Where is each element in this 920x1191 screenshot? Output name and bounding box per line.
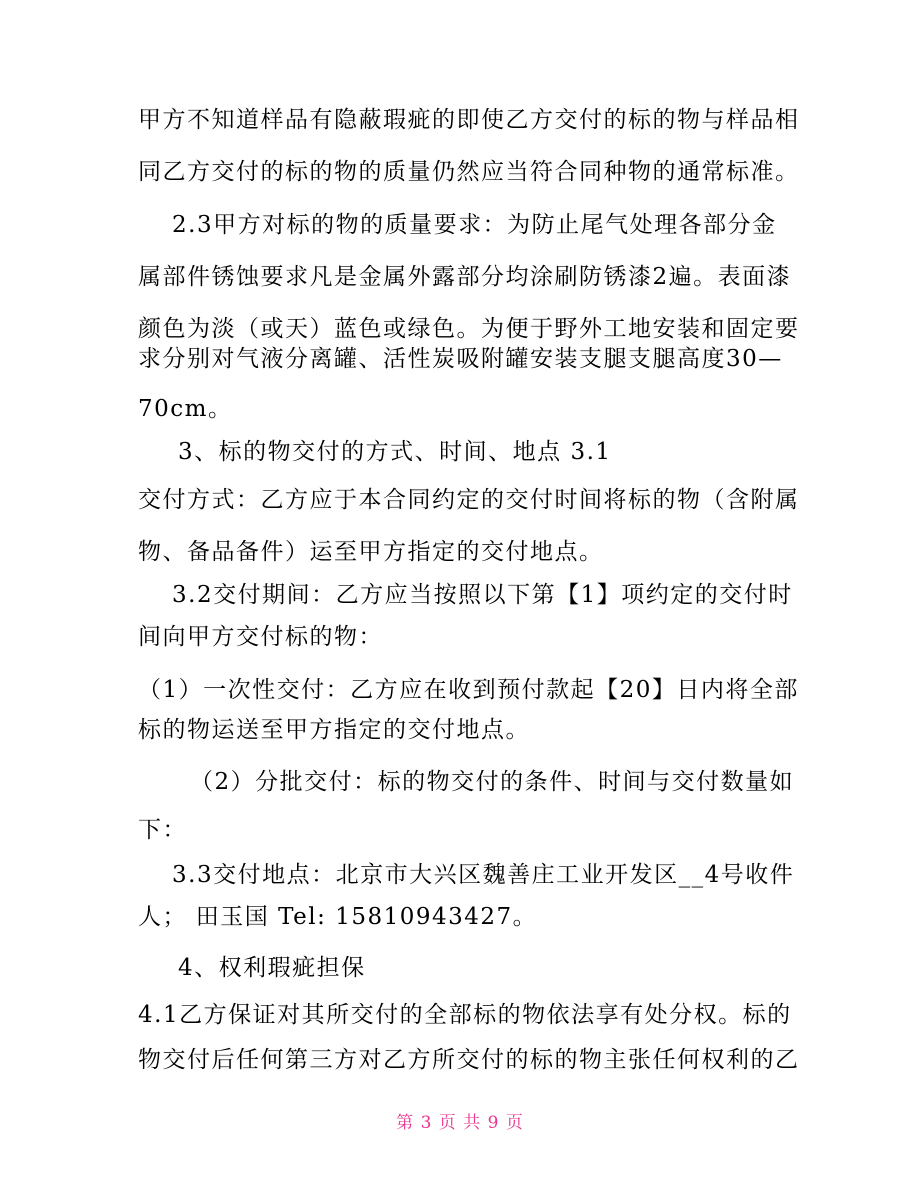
page-number-footer: 第 3 页 共 9 页 [396, 1113, 524, 1133]
body-line: 甲方不知道样品有隐蔽瑕疵的即使乙方交付的标的物与样品相 [138, 107, 800, 133]
body-line: 物、备品备件）运至甲方指定的交付地点。 [138, 539, 604, 565]
section-heading: 4、权利瑕疵担保 [178, 955, 366, 981]
body-line: 70cm。 [138, 396, 233, 422]
body-line: 间向甲方交付标的物： [138, 624, 383, 650]
body-line: 4.1乙方保证对其所交付的全部标的物依法享有处分权。标的 [138, 1002, 792, 1028]
body-line: 下： [138, 817, 187, 843]
body-line: 求分别对气液分离罐、活性炭吸附罐安装支腿支腿高度30— [138, 346, 783, 372]
body-line: 物交付后任何第三方对乙方所交付的标的物主张任何权利的乙 [138, 1047, 800, 1073]
section-heading: 3、标的物交付的方式、时间、地点 3.1 [178, 439, 612, 465]
body-line: 2.3甲方对标的物的质量要求：为防止尾气处理各部分金 [172, 212, 777, 238]
body-line: 3.2交付期间：乙方应当按照以下第【1】项约定的交付时 [172, 582, 793, 608]
body-line: 颜色为淡（或天）蓝色或绿色。为便于野外工地安装和固定要 [138, 316, 800, 342]
body-line: （2）分批交付：标的物交付的条件、时间与交付数量如 [190, 769, 795, 795]
body-line: 同乙方交付的标的物的质量仍然应当符合同种物的通常标准。 [138, 159, 800, 185]
body-line: 标的物运送至甲方指定的交付地点。 [138, 717, 530, 743]
body-line: 交付方式：乙方应于本合同约定的交付时间将标的物（含附属 [138, 487, 800, 513]
body-line: 人； 田玉国 Tel: 15810943427。 [138, 904, 538, 930]
body-line: （1）一次性交付：乙方应在收到预付款起【20】日内将全部 [138, 677, 799, 703]
body-line: 属部件锈蚀要求凡是金属外露部分均涂刷防锈漆2遍。表面漆 [138, 264, 792, 290]
body-line: 3.3交付地点：北京市大兴区魏善庄工业开发区__4号收件 [172, 862, 795, 888]
